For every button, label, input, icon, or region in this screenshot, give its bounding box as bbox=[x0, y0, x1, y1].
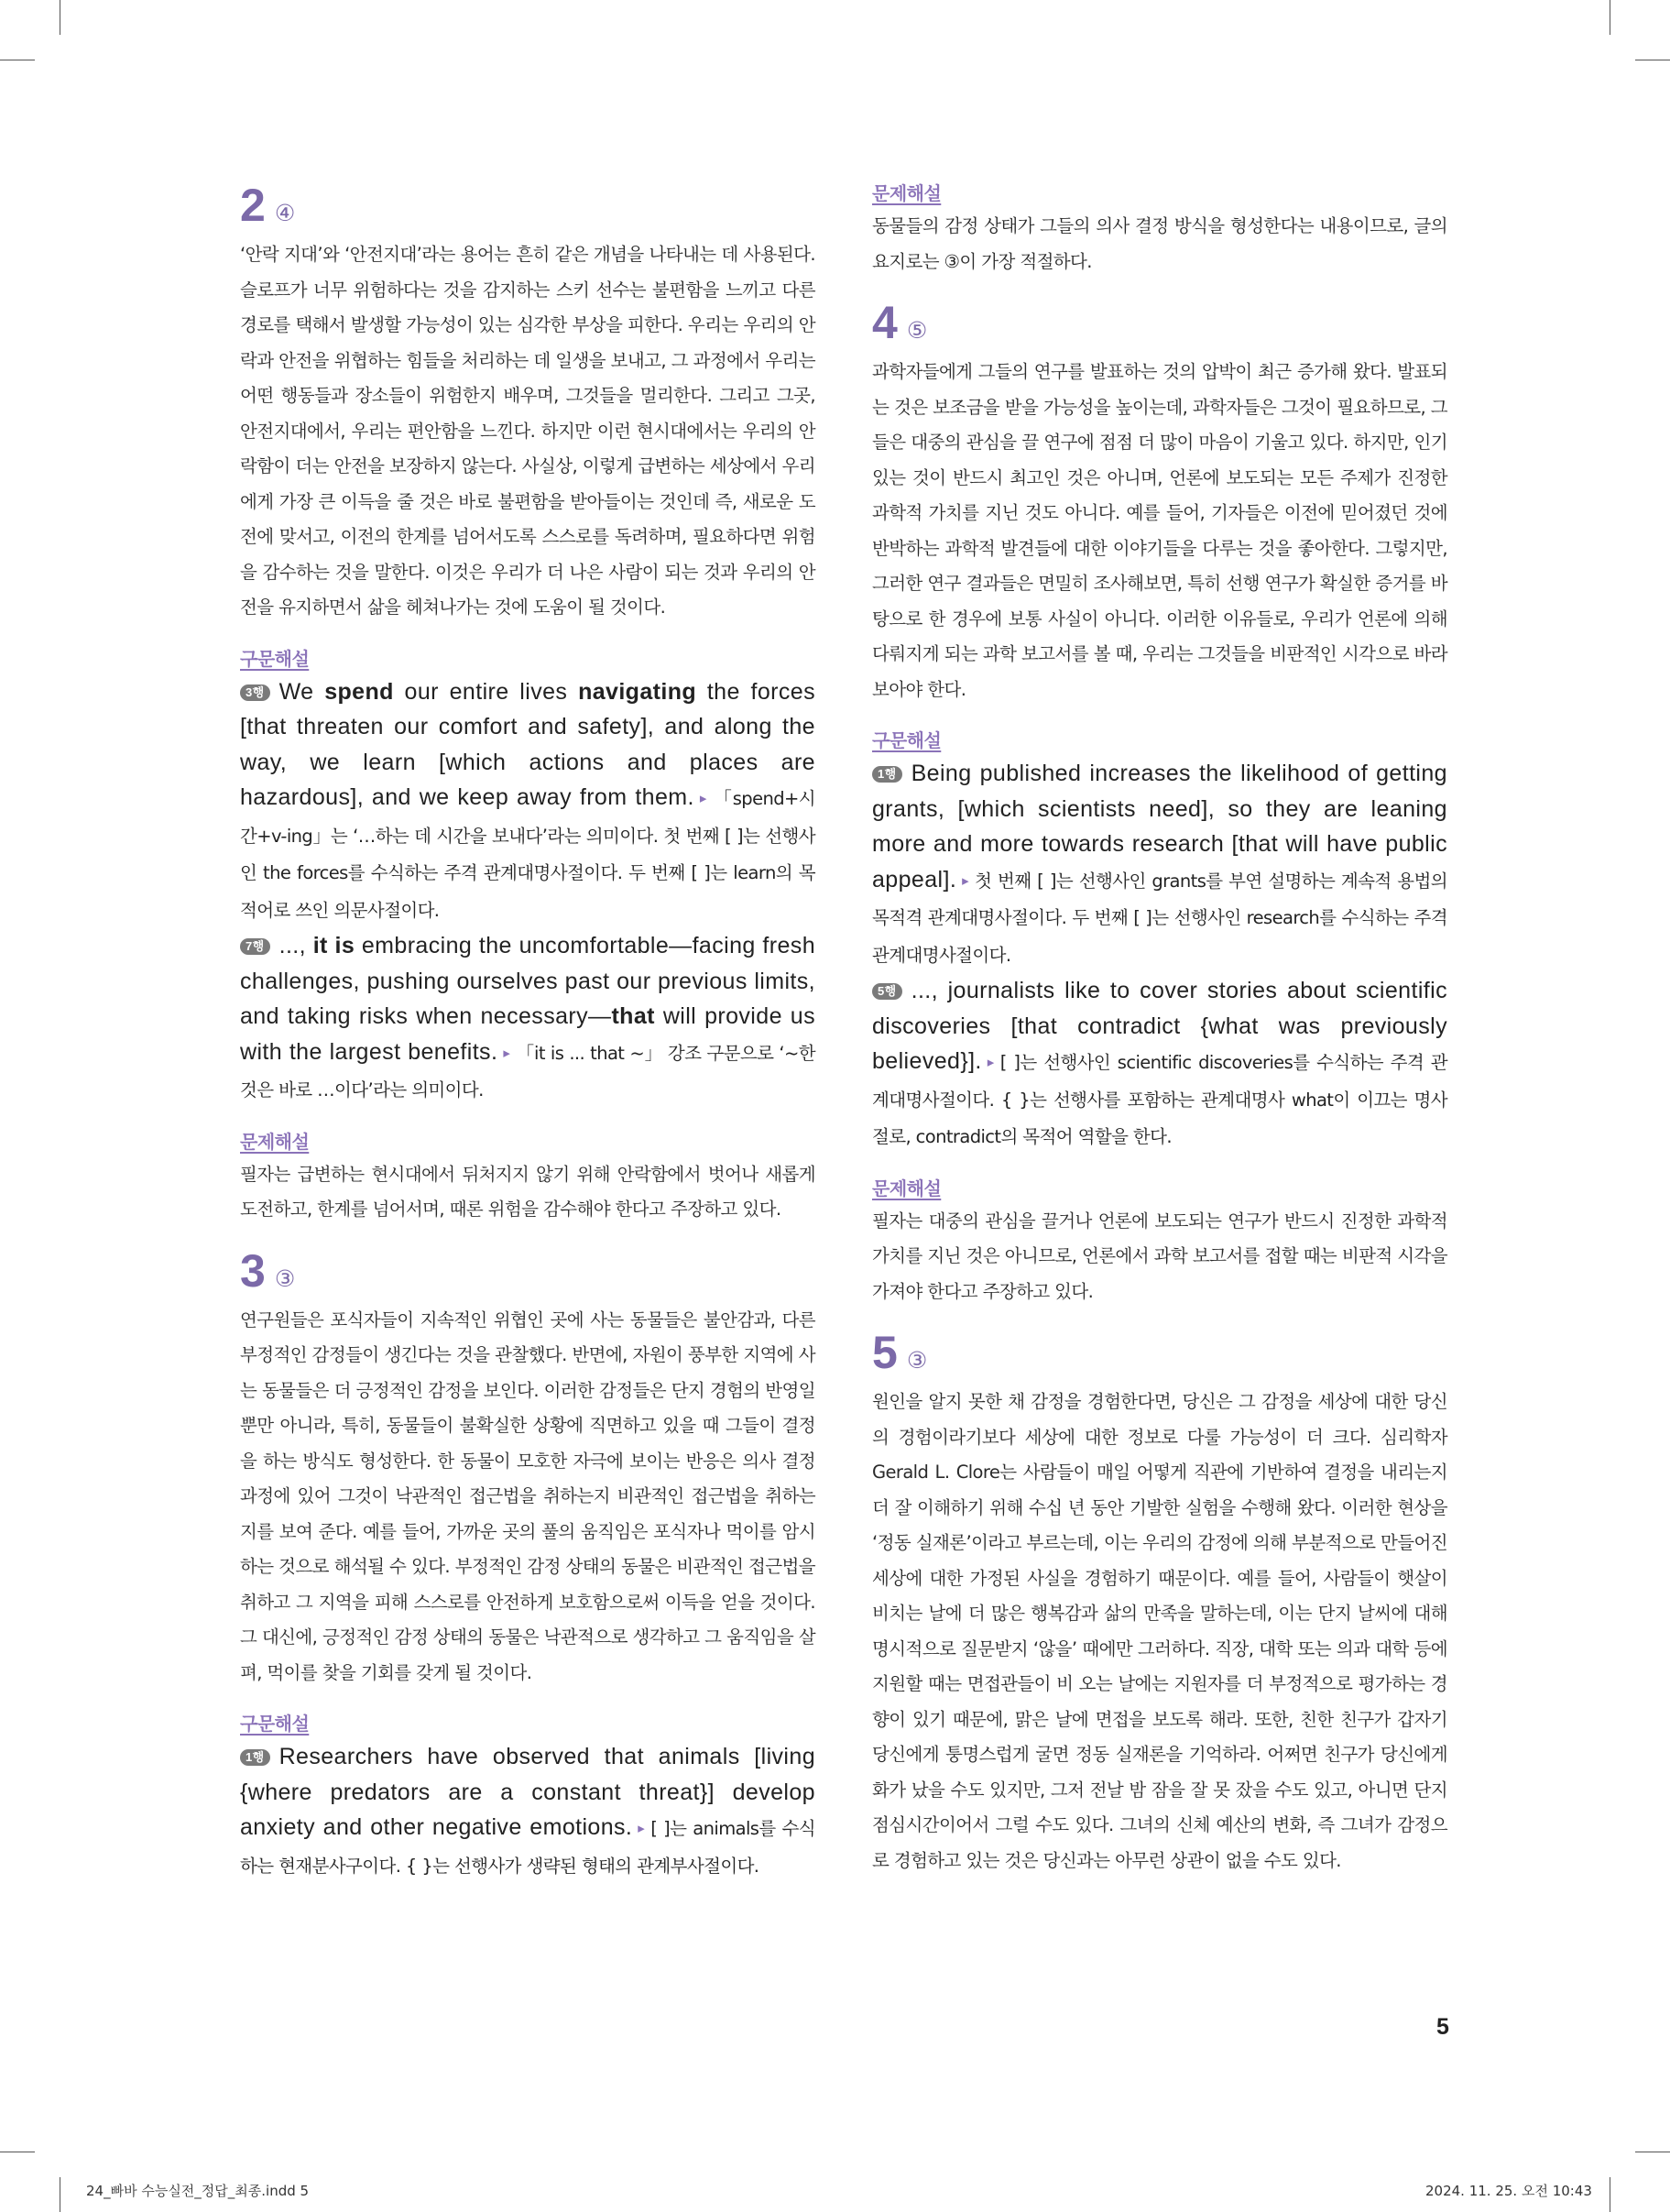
translation: 과학자들에게 그들의 연구를 발표하는 것의 압박이 최근 증가해 왔다. 발표되는 것은 보조금을 받을 가능성을 높이는데, 과학자들은 그것이 필요하므로, 그들은 대중의 관심을 끌 연구에 점점 더 많이 마음이 기울고 있다. 하지만, 인기 있는 것이 반드시 최고인 것은 아니며, 언론에 보도되는 모든 주제가 진정한 과학적 가치를 지닌 것도 아니다. 예를 들어, 기자들은 이전에 믿어졌던 것에 반박하는 과학적 발견들에 대한 이야기들을 다루는 것을 좋아한다. 그렇지만, 그러한 연구 결과들은 면밀히 조사해보면, 특히 선행 연구가 확실한 증거를 바탕으로 한 경우에 보통 사실이 아니다. 이러한 이유들로, 우리가 언론에 의해 다뤄지게 되는 과학 보고서를 볼 때, 우리는 그것들을 비판적인 시각으로 바라보아야 한다. bbox=[872, 361, 1447, 700]
translation: 연구원들은 포식자들이 지속적인 위협인 곳에 사는 동물들은 불안감과, 다른 부정적인 감정들이 생긴다는 것을 관찰했다. 반면에, 자원이 풍부한 지역에 사는 동물들은 더 긍정적인 감정을 보인다. 이러한 감정들은 단지 경험의 반영일 뿐만 아니라, 특히, 동물들이 불확실한 상황에 직면하고 있을 때 그들이 결정을 하는 방식도 형성한다. 한 동물이 모호한 자극에 보이는 반응은 의사 결정 과정에 있어 그것이 낙관적인 접근법을 취하는지 비관적인 접근법을 취하는지를 보여 준다. 예를 들어, 가까운 곳의 풀의 움직임은 포식자나 먹이를 암시하는 것으로 해석될 수 있다. 부정적인 감정 상태의 동물은 비관적인 접근법을 취하고 그 지역을 피해 스스로를 안전하게 보호함으로써 이득을 얻을 것이다. 그 대신에, 긍정적인 감정 상태의 동물은 낙관적으로 생각하고 그 움직임을 살펴, 먹이를 찾을 기회를 갖게 될 것이다. bbox=[240, 1309, 815, 1683]
answer-marker: ③ bbox=[906, 1347, 928, 1374]
grammar-notes bbox=[240, 674, 815, 1109]
grammar-label: 구문해설 bbox=[240, 647, 310, 670]
grammar-explanation: [ ]는 선행사인 scientific discoveries를 수식하는 주격 관계대명사절이다. { }는 선행사를 포함하는 관계대명사 what이 이끄는 명사절로, contradict의 목적어 역할을 한다. bbox=[872, 1052, 1447, 1147]
arrow-icon: ▸ bbox=[962, 872, 970, 889]
problem-explanation: 필자는 급변하는 현시대에서 뒤처지지 않기 위해 안락함에서 벗어나 새롭게 도전하고, 한계를 넘어서며, 때론 위험을 감수해야 한다고 주장하고 있다. bbox=[240, 1163, 815, 1220]
translation: ‘안락 지대’와 ‘안전지대’라는 용어는 흔히 같은 개념을 나타내는 데 사용된다. 슬로프가 너무 위험하다는 것을 감지하는 스키 선수는 불편함을 느끼고 다른 경로를 택해서 발생할 가능성이 있는 심각한 부상을 피한다. 우리는 우리의 안락과 안전을 위협하는 힘들을 처리하는 데 일생을 보내고, 그 과정에서 우리는 어떤 행동들과 장소들이 위험한지 배우며, 그것들을 멀리한다. 그리고 그곳, 안전지대에서, 우리는 편안함을 느낀다. 하지만 이런 현시대에서는 우리의 안락함이 더는 안전을 보장하지 않는다. 사실상, 이렇게 급변하는 세상에서 우리에게 가장 큰 이득을 줄 것은 바로 불편함을 받아들이는 것인데 즉, 새로운 도전에 맞서고, 이전의 한계를 넘어서도록 스스로를 독려하며, 필요하다면 위험을 감수하는 것을 말한다. 이것은 우리가 더 나은 사람이 되는 것과 우리의 안전을 유지하면서 삶을 헤쳐나가는 것에 도움이 될 것이다. bbox=[240, 244, 815, 618]
grammar-note-1: 3행 We spend our entire lives navigating the forces [that threaten our comfort and safety], and along the way, we learn [which actions and places are hazardous], and we keep away from them. ▸ 「spend+시간+v-ing」는 ‘…하는 데 시간을 보내다’라는 의미이다. 첫 번째 [ ]는 선행사인 the forces를 수식하는 주격 관계대명사절이다. 두 번째 [ ]는 learn의 목적어로 쓰인 의문사절이다. bbox=[240, 678, 815, 921]
arrow-icon: ▸ bbox=[638, 1821, 646, 1836]
grammar-notes bbox=[240, 1739, 815, 1884]
question-number: 3 bbox=[240, 1244, 266, 1297]
question-header bbox=[872, 1327, 1447, 1378]
question-3-continued bbox=[872, 179, 1447, 279]
grammar-label: 구문해설 bbox=[872, 729, 942, 751]
grammar-explanation: 「it is ... that ~」 강조 구문으로 ‘~한 것은 바로 …이다’라는 의미이다. bbox=[240, 1042, 815, 1101]
grammar-explanation: 첫 번째 [ ]는 선행사인 grants를 부연 설명하는 계속적 용법의 목적격 관계대명사절이다. 두 번째 [ ]는 선행사인 research를 수식하는 주격 관계대명사절이다. bbox=[872, 870, 1447, 966]
left-column bbox=[240, 179, 815, 1904]
footer-filename: 24_빠바 수능실전_정답_최종.indd 5 bbox=[86, 2183, 310, 2199]
grammar-notes bbox=[872, 756, 1447, 1155]
grammar-label: 구문해설 bbox=[240, 1713, 310, 1735]
answer-marker: ③ bbox=[274, 1265, 296, 1292]
question-header bbox=[240, 180, 815, 231]
arrow-icon: ▸ bbox=[503, 1045, 511, 1061]
grammar-note-2: 5행 ..., journalists like to cover stories about scientific discoveries [that contradict {what was previously believed}]. ▸ [ ]는 선행사인 scientific discoveries를 수식하는 주격 관계대명사절이다. { }는 선행사를 포함하는 관계대명사 what이 이끄는 명사절로, contradict의 목적어 역할을 한다. bbox=[872, 978, 1447, 1147]
grammar-explanation: [ ]는 animals를 수식하는 현재분사구이다. { }는 선행사가 생략된 형태의 관계부사절이다. bbox=[240, 1818, 815, 1877]
arrow-icon: ▸ bbox=[699, 791, 707, 806]
grammar-note-1: 1행 Being published increases the likelihood of getting grants, [which scientists need], so they are leaning more and more towards research [that will have public appeal]. ▸ 첫 번째 [ ]는 선행사인 grants를 부연 설명하는 계속적 용법의 목적격 관계대명사절이다. 두 번째 [ ]는 선행사인 research를 수식하는 주격 관계대명사절이다. bbox=[872, 761, 1447, 966]
problem-explanation: 필자는 대중의 관심을 끌거나 언론에 보도되는 연구가 반드시 진정한 과학적 가치를 지닌 것은 아니므로, 언론에서 과학 보고서를 접할 때는 비판적 시각을 가져야 한다고 주장하고 있다. bbox=[872, 1210, 1447, 1302]
footer-timestamp: 2024. 11. 25. 오전 10:43 bbox=[1425, 2183, 1592, 2199]
line-badge: 5행 bbox=[872, 983, 902, 1000]
problem-label: 문제해설 bbox=[872, 182, 942, 204]
question-3 bbox=[240, 1244, 815, 1885]
line-badge: 3행 bbox=[240, 684, 270, 701]
grammar-explanation: 「spend+시간+v-ing」는 ‘…하는 데 시간을 보내다’라는 의미이다. 첫 번째 [ ]는 선행사인 the forces를 수식하는 주격 관계대명사절이다. 두 번째 [ ]는 learn의 목적어로 쓰인 의문사절이다. bbox=[240, 788, 815, 921]
question-number: 4 bbox=[872, 297, 898, 348]
grammar-note-1: 1행 Researchers have observed that animals [living {where predators are a constant threat}] develop anxiety and other negative emotions. ▸ [ ]는 animals를 수식하는 현재분사구이다. { }는 선행사가 생략된 형태의 관계부사절이다. bbox=[240, 1744, 815, 1877]
answer-marker: ④ bbox=[274, 200, 296, 226]
answer-marker: ⑤ bbox=[906, 317, 928, 344]
line-badge: 1행 bbox=[240, 1749, 270, 1766]
question-number: 2 bbox=[240, 180, 266, 231]
question-header bbox=[872, 297, 1447, 348]
line-badge: 7행 bbox=[240, 938, 270, 955]
line-badge: 1행 bbox=[872, 766, 902, 783]
translation: 원인을 알지 못한 채 감정을 경험한다면, 당신은 그 감정을 세상에 대한 당신의 경험이라기보다 세상에 대한 정보로 다룰 가능성이 더 크다. 심리학자 Gerald L. Clore는 사람들이 매일 어떻게 직관에 기반하여 결정을 내리는지 더 잘 이해하기 위해 수십 년 동안 기발한 실험을 수행해 왔다. 이러한 현상을 ‘정동 실재론’이라고 부르는데, 이는 우리의 감정에 의해 부분적으로 만들어진 세상에 대한 가정된 사실을 경험하기 때문이다. 예를 들어, 사람들이 햇살이 비치는 날에 더 많은 행복감과 삶의 만족을 말하는데, 이는 단지 날씨에 대해 명시적으로 질문받지 ‘않을’ 때에만 그러하다. 직장, 대학 또는 의과 대학 등에 지원할 때는 면접관들이 비 오는 날에는 지원자를 더 부정적으로 평가하는 경향이 있기 때문에, 맑은 날에 면접을 보도록 해라. 또한, 친한 친구가 갑자기 당신에게 퉁명스럽게 굴면 정동 실재론을 기억하라. 어쩌면 친구가 당신에게 화가 났을 수도 있지만, 그저 전날 밤 잠을 잘 못 잤을 수도 있고, 아니면 단지 점심시간이어서 그럴 수도 있다. 그녀의 신체 예산의 변화, 즉 그녀가 감정으로 경험하고 있는 것은 당신과는 아무런 상관이 없을 수도 있다. bbox=[872, 1391, 1448, 1871]
question-header bbox=[240, 1244, 815, 1297]
question-2 bbox=[240, 182, 815, 1228]
problem-explanation: 동물들의 감정 상태가 그들의 의사 결정 방식을 형성한다는 내용이므로, 글의 요지로는 ③이 가장 적절하다. bbox=[872, 215, 1447, 272]
page-number: 5 bbox=[1436, 2014, 1449, 2040]
problem-label: 문제해설 bbox=[872, 1177, 942, 1199]
grammar-note-2: 7행 ..., it is embracing the uncomfortable—facing fresh challenges, pushing ourselves past our previous limits, and taking risks when necessary—that will provide us with the largest benefits. ▸ 「it is ... that ~」 강조 구문으로 ‘~한 것은 바로 …이다’라는 의미이다. bbox=[240, 933, 816, 1101]
arrow-icon: ▸ bbox=[987, 1055, 995, 1070]
right-column bbox=[872, 179, 1447, 1899]
problem-label: 문제해설 bbox=[240, 1130, 310, 1153]
question-number: 5 bbox=[872, 1327, 898, 1378]
question-4 bbox=[872, 297, 1447, 1309]
question-5 bbox=[872, 1327, 1448, 1878]
